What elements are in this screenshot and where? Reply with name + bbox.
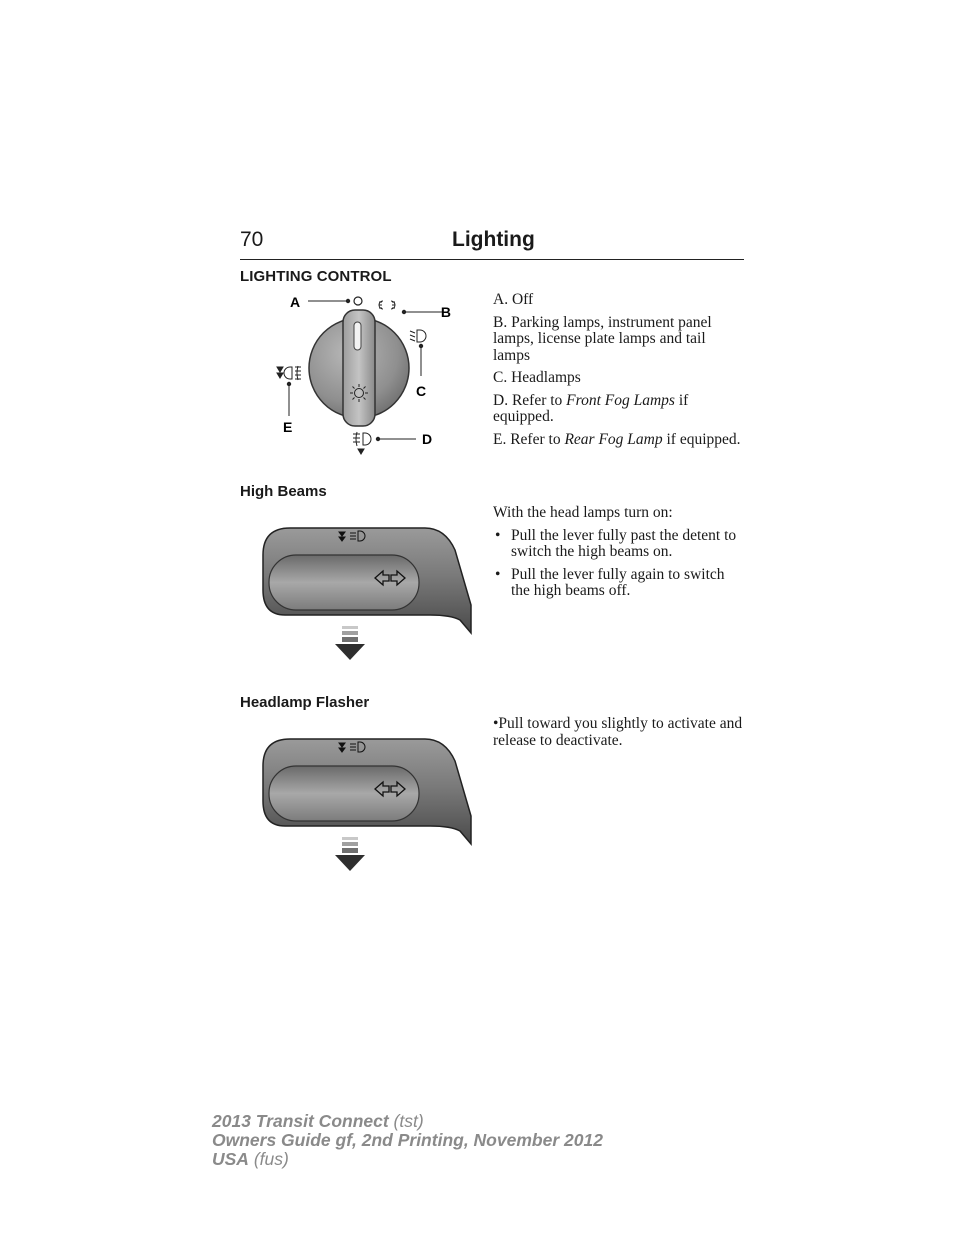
high-beams-heading: High Beams [240,483,327,500]
high-beams-lever-diagram [255,520,475,665]
footer-model-code: (tst) [388,1111,424,1131]
legend-item-e-prefix: E. Refer to [493,430,565,448]
chapter-title: Lighting [452,228,535,251]
bullet-dot: • [495,526,501,544]
headlamp-flasher-lever-diagram [255,731,475,876]
pull-down-arrow-icon [335,837,365,871]
dot-a [346,299,350,303]
bullet-text: Pull the lever fully again to switch the high beams off. [511,565,725,599]
list-item [493,528,745,561]
lighting-control-heading: LIGHTING CONTROL [240,268,392,285]
front-fog-lamps-reference: Front Fog Lamps [566,391,675,409]
low-beam-icon [410,330,426,342]
bullet-dot: • [495,565,501,583]
rear-fog-lamp-icon [277,366,301,380]
legend-item-d-suffix: if equipped. [493,391,689,425]
footer-line-2 [212,1131,603,1150]
footer-printing: Owners Guide gf, 2nd Printing, November 2012 [212,1130,603,1150]
label-b: B [440,304,451,320]
header-rule [240,259,744,260]
list-item [493,567,745,600]
high-beams-bullet-list [493,528,745,600]
label-e: E [283,419,293,435]
legend-item-b: B. Parking lamps, instrument panel lamps, license plate lamps and tail lamps [493,313,712,364]
legend-item-d-prefix: D. Refer to [493,391,567,409]
rear-fog-lamp-reference: Rear Fog Lamp [564,430,663,448]
front-fog-lamp-icon [353,432,371,454]
footer-line-1 [212,1112,603,1131]
headlamp-flasher-heading: Headlamp Flasher [240,694,370,711]
label-c: C [416,383,427,399]
legend-item-e [493,432,745,449]
high-beams-intro: With the head lamps turn on: [493,504,673,521]
switch-indicator [354,322,361,350]
legend-item-a: A. Off [493,291,534,308]
legend-item-e-suffix: if equipped. [662,430,741,448]
footer-line-3 [212,1150,603,1169]
footer-market-code: (fus) [248,1149,289,1169]
headlamp-flasher-text: •Pull toward you slightly to activate and release to deactivate. [493,715,743,749]
bullet-text: Pull the lever fully past the detent to switch the high beams on. [511,526,737,560]
legend-item-c: C. Headlamps [493,369,581,386]
footer-model: 2013 Transit Connect [212,1111,389,1131]
high-beams-text [493,505,745,606]
off-icon [354,297,362,305]
pull-down-arrow-icon [335,626,365,660]
label-a: A [290,294,301,310]
lighting-switch-diagram [262,288,452,464]
legend-item-d [493,393,745,426]
page-number: 70 [240,228,264,251]
lighting-control-legend [493,292,745,454]
parking-lamps-icon [379,301,395,309]
label-d: D [422,431,433,447]
footer [212,1112,603,1169]
footer-market: USA [212,1149,249,1169]
